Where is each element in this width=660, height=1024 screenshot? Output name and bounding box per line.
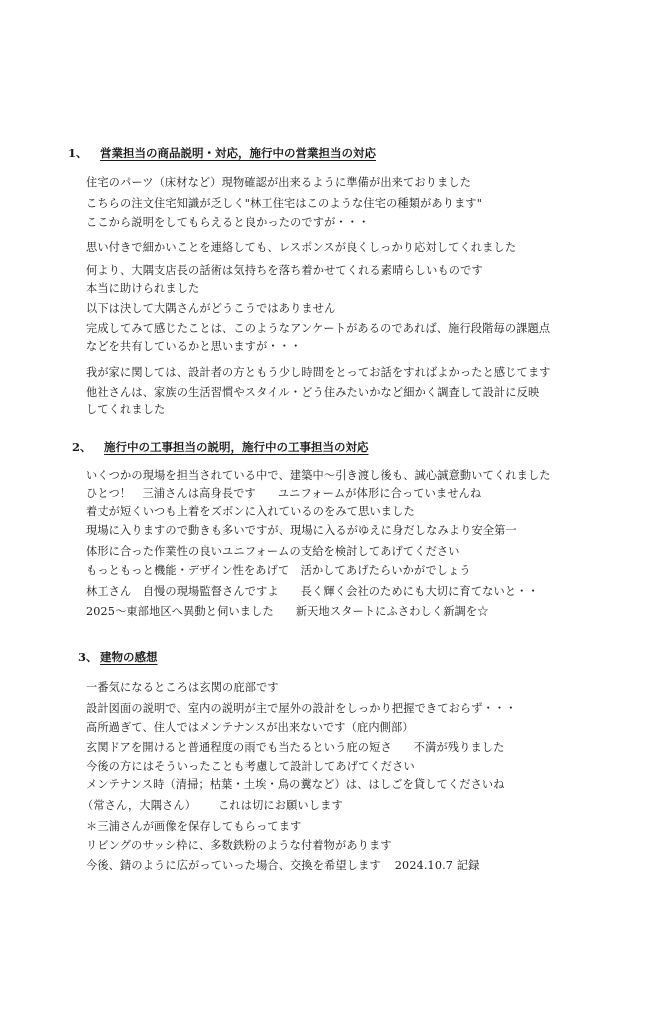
section-title: 営業担当の商品説明・対応，施行中の営業担当の対応 [100, 146, 376, 160]
section-heading-3 [78, 650, 158, 664]
text-line: ＊三浦さんが画像を保存してもらってます [86, 820, 302, 833]
text-line: してくれました [86, 403, 166, 416]
text-line-group [86, 585, 539, 599]
text-line-group [82, 799, 343, 813]
section-heading-2 [72, 440, 369, 454]
text-line: 本当に助けられました [86, 282, 200, 295]
text-line: 思い付きで細かいことを連絡しても、レスポンスが良くしっかり応対してくれました [86, 241, 517, 254]
text-line-group [86, 487, 481, 501]
text-line-group [86, 741, 504, 755]
text-line: 何より、大隅支店長の話術は気持ちを落ち着かせてくれる素晴らしいものです [86, 264, 483, 277]
text-fragment: ユニフォームが体形に合っていませんね [277, 487, 482, 500]
text-fragment: 林工さん 自慢の現場監督さんですよ [86, 585, 279, 598]
text-line: 着丈が短くいつも上着をズボンに入れているのをみて思いました [86, 505, 415, 518]
text-line: 一番気になるところは玄関の庇部です [86, 681, 279, 694]
text-line: 住宅のパーツ（床材など）現物確認が出来るように準備が出来ておりました [86, 176, 472, 189]
section-title: 建物の感想 [100, 650, 158, 664]
text-fragment: 不満が残りました [413, 741, 505, 754]
text-line: 設計図面の説明で、室内の説明が主で屋外の設計をしっかり把握できておらず・・・ [86, 702, 517, 715]
text-fragment: 玄関ドアを開けると普通程度の雨でも当たるという庇の短さ [86, 741, 392, 754]
text-line: 高所過ぎて、住人ではメンテナンスが出来ないです（庇内側部） [86, 721, 414, 734]
text-line: 体形に合った作業性の良いユニフォームの支給を検討してあげてください [86, 545, 460, 558]
text-line: いくつかの現場を担当されている中で、建築中～引き渡し後も、誠心誠意動いてくれました [86, 469, 551, 482]
section-number: 1、 [68, 146, 88, 160]
text-line: 他社さんは、家族の生活習慣やスタイル・どう住みたいかなど細かく調査して設計に反映 [86, 386, 540, 399]
text-fragment: これは切にお願いします [218, 799, 343, 812]
text-fragment: （常さん，大隅さん） [82, 799, 197, 812]
section-number: 3、 [78, 650, 98, 664]
text-line: 我が家に関しては、設計者の方ともう少し時間をとってお話をすればよかったと感じてます [86, 366, 551, 379]
text-fragment: 今後、錆のように広がっていった場合、交換を希望します [86, 859, 381, 872]
text-line: ここから説明をしてもらえると良かったのですが・・・ [86, 216, 370, 229]
text-line: リビングのサッシ枠に、多数鉄粉のような付着物があります [86, 839, 392, 852]
text-line: メンテナンス時（清掃；枯葉・土埃・鳥の糞など）は、はしごを貸してくださいね [86, 778, 505, 791]
text-line: 今後の方にはそういったことも考慮して設計してあげてください [86, 760, 415, 773]
record-date: 2024.10.7 記録 [394, 859, 480, 872]
text-line: 現場に入りますので動きも多いですが、現場に入るがゆえに身だしなみより安全第一 [86, 524, 517, 537]
text-fragment: ひとつ！ 三浦さんは高身長です [86, 487, 256, 500]
section-title: 施行中の工事担当の説明，施行中の工事担当の対応 [104, 440, 369, 454]
text-line: 以下は決して大隅さんがどうこうではありません [86, 302, 336, 315]
text-line: 完成してみて感じたことは、このようなアンケートがあるのであれば、施行段階毎の課題点 [86, 322, 551, 335]
section-number: 2、 [72, 440, 92, 454]
text-line: などを共有しているかと思いますが・・・ [86, 340, 302, 353]
text-line-group [86, 605, 489, 619]
section-heading-1 [68, 146, 376, 160]
text-fragment: 新天地スタートにふさわしく新調を☆ [295, 605, 489, 618]
text-fragment: 2025～東部地区へ異動と伺いました [86, 605, 274, 618]
text-line: こちらの注文住宅知識が乏しく"林工住宅はこのような住宅の種類があります" [86, 197, 483, 210]
text-fragment: 長く輝く会社のためにも大切に育てないと・・ [300, 585, 539, 598]
text-line: もっともっと機能・デザイン性をあげて 活かしてあげたらいかがでしょう [86, 564, 471, 577]
text-line-group [86, 859, 479, 873]
